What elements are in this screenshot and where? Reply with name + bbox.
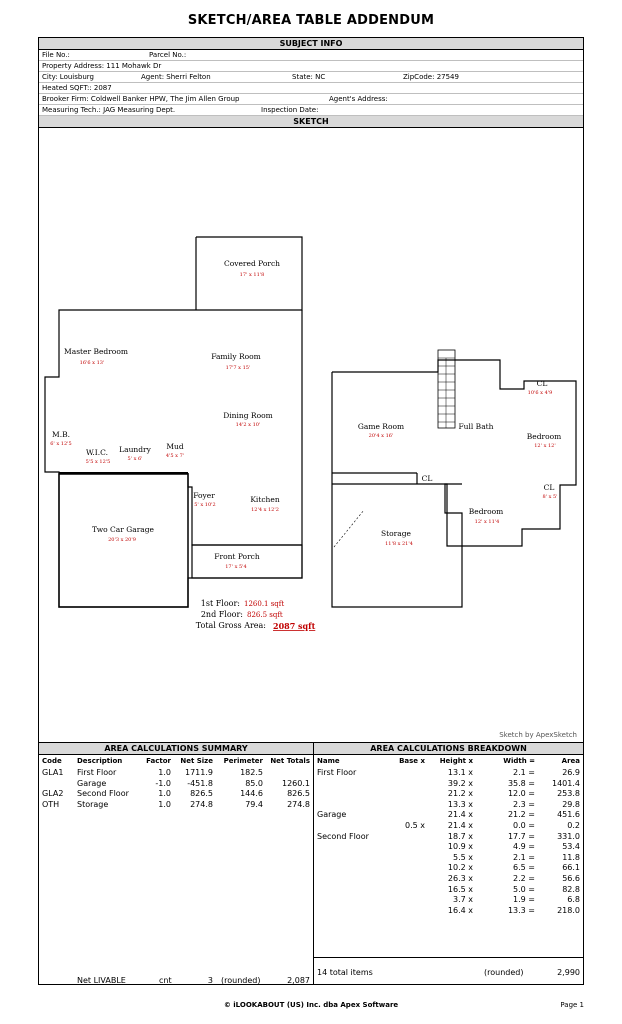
net-livable-rounded: (rounded) — [221, 976, 261, 985]
agent: Agent: Sherri Felton — [141, 73, 211, 81]
breakdown-cell-height: 16.4 x — [447, 905, 473, 915]
foyer-kitchen-wall — [188, 473, 302, 545]
mud-label: Mud — [166, 442, 184, 451]
breakdown-cell-area: 11.8 — [562, 852, 580, 862]
cl3-label: CL — [543, 483, 555, 492]
breakdown-cell-height: 18.7 x — [447, 831, 473, 841]
agents-address: Agent's Address: — [329, 95, 388, 103]
summary-cell-net-size: 1711.9 — [185, 768, 213, 777]
summary-cell-code: OTH — [42, 799, 60, 809]
wic-dim: 5'5 x 12'5 — [85, 459, 111, 465]
front-porch-dim: 17' x 5'4 — [225, 564, 247, 570]
broker-firm: Brooker Firm: Coldwell Banker HPW, The Jim Allen Group — [42, 95, 240, 103]
kitchen-dim: 12'4 x 12'2 — [251, 507, 279, 513]
net-livable-count: 3 — [207, 976, 213, 985]
master-bedroom-dim: 16'6 x 13' — [79, 360, 105, 366]
full-bath-label: Full Bath — [458, 422, 494, 431]
kitchen-label: Kitchen — [250, 495, 280, 504]
breakdown-header-name: Name — [317, 757, 340, 765]
net-livable-label: Net LIVABLE — [77, 976, 126, 985]
info-row-measuring — [39, 105, 583, 116]
summary-cell-perimeter: 182.5 — [240, 768, 263, 777]
summary-header-net-totals: Net Totals — [270, 757, 310, 765]
breakdown-cell-width: 1.9 = — [513, 895, 535, 905]
sketch-bar: SKETCH — [39, 116, 583, 128]
second-floor-total-label: 2nd Floor: — [200, 610, 243, 619]
addendum-frame — [38, 37, 584, 985]
summary-bar: AREA CALCULATIONS SUMMARY — [39, 743, 313, 755]
breakdown-cell-width: 13.3 = — [507, 905, 535, 915]
summary-cell-description: Storage — [77, 799, 109, 809]
property-address: Property Address: 111 Mohawk Dr — [42, 62, 162, 70]
breakdown-cell-height: 21.4 x — [447, 810, 473, 820]
breakdown-cell-area: 29.8 — [562, 799, 580, 809]
breakdown-cell-name: Garage — [317, 810, 347, 820]
breakdown-cell-area: 1401.4 — [552, 778, 580, 788]
breakdown-cell-area: 451.6 — [557, 810, 580, 820]
summary-cell-perimeter: 79.4 — [245, 799, 263, 809]
laundry-dim: 5' x 6' — [127, 456, 143, 462]
bedroom1-dim: 12' x 12' — [534, 443, 556, 449]
breakdown-cell-height: 21.2 x — [447, 789, 473, 799]
family-room-dim: 17'7 x 15' — [225, 365, 251, 371]
breakdown-cell-width: 5.0 = — [513, 884, 535, 894]
breakdown-cell-height: 21.4 x — [447, 821, 473, 830]
breakdown-header-base: Base x — [399, 757, 425, 765]
breakdown-header-height: Height x — [439, 757, 473, 765]
subject-info-bar: SUBJECT INFO — [39, 38, 583, 50]
info-row-address — [39, 61, 583, 72]
summary-header-factor: Factor — [146, 757, 171, 765]
two-car-garage-dim: 20'3 x 20'9 — [108, 537, 136, 543]
dining-room-dim: 14'2 x 10' — [235, 422, 261, 428]
dining-room-label: Dining Room — [223, 411, 273, 420]
breakdown-cell-height: 3.7 x — [453, 895, 473, 905]
breakdown-cell-width: 12.0 = — [507, 789, 535, 799]
breakdown-header-width: Width = — [503, 757, 535, 765]
breakdown-cell-area: 331.0 — [557, 831, 580, 841]
covered-porch-dim: 17' x 11'8 — [239, 272, 265, 278]
mb-label: M.B. — [52, 430, 70, 439]
column-divider — [313, 743, 314, 985]
summary-cell-net-size: 826.5 — [190, 789, 213, 798]
summary-cell-net-totals: 1260.1 — [282, 778, 310, 788]
breakdown-cell-area: 26.9 — [562, 768, 580, 777]
gross-area-value: 2087 sqft — [273, 621, 316, 631]
storage-label: Storage — [381, 529, 411, 538]
breakdown-cell-width: 35.8 = — [507, 778, 535, 788]
breakdown-total-label: 14 total items — [317, 968, 373, 977]
front-porch-outline — [192, 545, 302, 578]
breakdown-cell-height: 16.5 x — [447, 884, 473, 894]
breakdown-cell-base: 0.5 x — [405, 821, 425, 830]
summary-cell-code: GLA1 — [42, 768, 64, 777]
summary-cell-perimeter: 144.6 — [240, 789, 263, 798]
floor-plan-sketch — [39, 132, 583, 742]
summary-cell-net-size: 274.8 — [190, 799, 213, 809]
heated-sqft: Heated SQFT:: 2087 — [42, 84, 112, 92]
breakdown-cell-width: 2.3 = — [513, 799, 535, 809]
breakdown-total-rounded: (rounded) — [484, 968, 524, 977]
first-floor-outline — [45, 237, 302, 607]
cl3-dim: 8' x 5' — [542, 494, 558, 500]
cl1-dim: 10'6 x 4'9 — [527, 390, 553, 396]
inspection-date: Inspection Date: — [261, 106, 319, 114]
breakdown-cell-width: 0.0 = — [513, 821, 535, 830]
breakdown-cell-area: 66.1 — [562, 863, 580, 873]
first-floor-total-value: 1260.1 sqft — [244, 600, 285, 608]
breakdown-total-value: 2,990 — [557, 968, 580, 977]
game-room-dim: 20'4 x 16' — [368, 433, 394, 439]
summary-header-perimeter: Perimeter — [223, 757, 263, 765]
first-floor-total-label: 1st Floor: — [200, 599, 240, 608]
breakdown-cell-width: 2.1 = — [513, 852, 535, 862]
breakdown-cell-area: 218.0 — [557, 905, 580, 915]
summary-header-code: Code — [42, 757, 62, 765]
page-title: SKETCH/AREA TABLE ADDENDUM — [187, 13, 435, 28]
summary-cell-factor: 1.0 — [158, 768, 171, 777]
breakdown-cell-area: 0.2 — [567, 821, 580, 830]
breakdown-cell-height: 5.5 x — [453, 852, 473, 862]
summary-cell-factor: -1.0 — [155, 778, 171, 788]
info-row-city — [39, 72, 583, 83]
summary-cell-net-totals: 274.8 — [287, 799, 310, 809]
info-row-heated — [39, 83, 583, 94]
state: State: NC — [292, 73, 326, 81]
breakdown-cell-area: 6.8 — [567, 895, 580, 905]
page-number: Page 1 — [560, 1001, 584, 1009]
laundry-label: Laundry — [119, 445, 151, 454]
breakdown-cell-area: 82.8 — [562, 884, 580, 894]
cl1-label: CL — [536, 379, 548, 388]
stair-treads — [438, 358, 455, 428]
master-bedroom-label: Master Bedroom — [64, 347, 128, 356]
breakdown-cell-area: 253.8 — [557, 789, 580, 799]
breakdown-cell-height: 10.2 x — [447, 863, 473, 873]
mud-dim: 4'5 x 7' — [165, 453, 185, 459]
measuring-tech: Measuring Tech.: JAG Measuring Dept. — [42, 106, 176, 114]
parcel-no: Parcel No.: — [149, 51, 187, 59]
summary-cell-net-size: -451.8 — [187, 778, 213, 788]
storage-diagonal — [334, 510, 364, 547]
summary-cell-net-totals: 826.5 — [287, 789, 310, 798]
foyer-dim: 5' x 10'2 — [194, 502, 216, 508]
breakdown-cell-name: First Floor — [317, 768, 357, 777]
storage-dim: 11'8 x 21'4 — [385, 541, 413, 547]
breakdown-cell-width: 21.2 = — [507, 810, 535, 820]
storage-outline — [332, 372, 462, 607]
summary-cell-description: Garage — [77, 778, 107, 788]
breakdown-cell-width: 4.9 = — [513, 842, 535, 852]
breakdown-cell-width: 2.2 = — [513, 874, 535, 883]
breakdown-cell-height: 13.3 x — [447, 799, 473, 809]
file-no: File No.: — [42, 51, 70, 59]
summary-header-net-size: Net Size — [180, 757, 213, 765]
breakdown-header-area: Area — [561, 757, 580, 765]
gross-area-label: Total Gross Area: — [195, 621, 266, 630]
summary-header-description: Description — [77, 757, 123, 765]
bedroom2-dim: 12' x 11'4 — [474, 519, 500, 525]
copyright-footer: © iLOOKABOUT (US) Inc. dba Apex Software — [223, 1001, 399, 1009]
info-row-broker — [39, 94, 583, 105]
mb-dim: 6' x 12'5 — [50, 441, 72, 447]
wic-label: W.I.C. — [86, 448, 108, 457]
zip-code: ZipCode: 27549 — [403, 73, 459, 81]
breakdown-cell-width: 2.1 = — [513, 768, 535, 777]
summary-cell-factor: 1.0 — [158, 789, 171, 798]
summary-cell-code: GLA2 — [42, 789, 64, 798]
two-car-garage-label: Two Car Garage — [92, 525, 154, 534]
area-calculations — [39, 742, 583, 985]
sketch-credit: Sketch by ApexSketch — [499, 731, 577, 739]
summary-cell-description: First Floor — [77, 768, 117, 777]
game-room-label: Game Room — [357, 422, 405, 431]
covered-porch-label: Covered Porch — [223, 259, 281, 268]
summary-cell-description: Second Floor — [77, 789, 129, 798]
breakdown-cell-area: 53.4 — [562, 842, 580, 852]
breakdown-cell-height: 10.9 x — [447, 842, 473, 852]
bedroom1-label: Bedroom — [526, 432, 562, 441]
breakdown-cell-height: 39.2 x — [447, 778, 473, 788]
breakdown-cell-width: 6.5 = — [513, 863, 535, 873]
breakdown-total-row — [314, 957, 583, 986]
net-livable-unit: cnt — [159, 976, 172, 985]
bedroom2-label: Bedroom — [468, 507, 504, 516]
staircase — [438, 350, 455, 428]
family-room-label: Family Room — [211, 352, 261, 361]
breakdown-bar: AREA CALCULATIONS BREAKDOWN — [314, 743, 583, 755]
second-floor-total-value: 826.5 sqft — [247, 611, 283, 619]
foyer-label: Foyer — [193, 491, 215, 500]
breakdown-cell-width: 17.7 = — [507, 831, 535, 841]
breakdown-cell-height: 13.1 x — [447, 768, 473, 777]
breakdown-cell-area: 56.6 — [562, 874, 580, 883]
info-row-file — [39, 50, 583, 61]
breakdown-cell-name: Second Floor — [317, 831, 369, 841]
summary-cell-perimeter: 85.0 — [245, 778, 263, 788]
summary-cell-factor: 1.0 — [158, 799, 171, 809]
cl2-label: CL — [421, 474, 433, 483]
breakdown-cell-height: 26.3 x — [447, 874, 473, 883]
city: City: Louisburg — [42, 73, 94, 81]
front-porch-label: Front Porch — [214, 552, 260, 561]
net-livable-value: 2,087 — [287, 976, 310, 985]
